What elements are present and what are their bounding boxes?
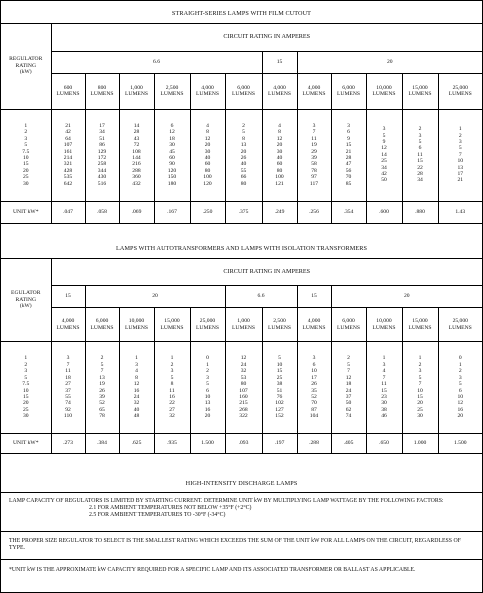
unit-kw-value: .650 — [366, 434, 402, 454]
lamp-capacity-text: LAMP CAPACITY OF REGULATORS IS LIMITED BY STARTING CURRENT. DETERMINE UNIT kW BY MULTIPLYING LAMP WATTAGE BY THE FOLLOWING FACTORS: — [9, 498, 444, 504]
data-column: 1 2 3 5 7 10 13 17 21 — [438, 109, 482, 201]
lumens-header: 4,000 LUMENS — [51, 308, 85, 342]
amp-group-20: 20 — [331, 286, 482, 308]
lumens-header: 1,000 LUMENS — [225, 308, 262, 342]
unit-kw-value: .375 — [225, 201, 262, 223]
data-column: 1 3 4 7 11 15 23 30 38 46 — [366, 342, 402, 434]
section3-title: HIGH-INTENSITY DISCHARGE LAMPS — [185, 480, 298, 487]
section2-table — [1, 258, 482, 454]
lumens-header: 15,000 LUMENS — [402, 73, 438, 109]
divider — [1, 559, 482, 560]
unit-kw-value: .273 — [51, 434, 85, 454]
lumens-header: 25,000 LUMENS — [438, 73, 482, 109]
unit-kw-value: .384 — [85, 434, 119, 454]
regulator-rating-header: EGULATOR RATING (kW) — [1, 259, 51, 342]
lumens-row — [1, 308, 482, 342]
amp-group-20: 20 — [297, 51, 482, 73]
unit-kw-value: .880 — [402, 201, 438, 223]
data-row — [1, 109, 482, 201]
lumens-header: 800 LUMENS — [85, 73, 119, 109]
ratings-column: 1 2 3 5 7.5 10 15 20 25 30 — [1, 109, 51, 201]
lumens-header: 25,000 LUMENS — [438, 308, 482, 342]
ratings-column: 1 2 3 5 7.5 10 15 20 25 30 — [1, 342, 51, 434]
selection-paragraph: THE PROPER SIZE REGULATOR TO SELECT IS THE SMALLEST RATING WHICH EXCEEDS THE SUM OF THE UNIT kW FOR ALL LAMPS ON THE CIRCUIT, REGARDLESS OF TYPE. — [9, 538, 461, 552]
data-column: 3 6 9 15 21 28 47 56 70 85 — [331, 109, 366, 201]
unit-kw-value: .600 — [366, 201, 402, 223]
data-column: 0 1 2 3 5 6 10 12 16 20 — [438, 342, 482, 434]
unit-kw-value: 1.500 — [438, 434, 482, 454]
amp-group-15: 15 — [297, 286, 331, 308]
lumens-header: 600 LUMENS — [51, 73, 85, 109]
lumens-header: 6,000 LUMENS — [225, 73, 262, 109]
unit-kw-value: .288 — [297, 434, 331, 454]
data-column: 21 42 64 107 161 214 321 428 535 642 — [51, 109, 85, 201]
amp-group-15: 15 — [262, 51, 297, 73]
amp-group-6-6: 6.6 — [51, 51, 262, 73]
unit-kw-value: 1.500 — [190, 434, 225, 454]
lumens-header: 2,500 LUMENS — [262, 308, 297, 342]
unit-kw-value: .093 — [225, 434, 262, 454]
circuit-rating-header: CIRCUIT RATING IN AMPERES — [51, 23, 482, 51]
lumens-header: 15,000 LUMENS — [402, 308, 438, 342]
data-column: 2 5 7 12 18 24 37 50 62 74 — [331, 342, 366, 434]
data-column: 4 8 12 20 30 40 60 80 100 121 — [262, 109, 297, 201]
unit-kw-value: .935 — [154, 434, 190, 454]
data-column: 1 3 4 8 12 16 24 32 40 48 — [119, 342, 154, 434]
circuit-rating-header: CIRCUIT RATING IN AMPERES — [51, 259, 482, 286]
lumens-header: 4,000 LUMENS — [297, 308, 331, 342]
data-column: 3 7 11 19 29 39 58 78 97 117 — [297, 109, 331, 201]
unit-kw-value: .405 — [331, 434, 366, 454]
unit-kw-label: UNIT kW* — [1, 201, 51, 223]
lumens-header: 10,000 LUMENS — [366, 73, 402, 109]
unit-kw-value: .069 — [119, 201, 154, 223]
unit-kw-value: .167 — [154, 201, 190, 223]
data-column: 17 34 51 86 129 172 258 344 430 516 — [85, 109, 119, 201]
lumens-header: 6,000 LUMENS — [331, 73, 366, 109]
unit-kw-value: .625 — [119, 434, 154, 454]
factor-line: 2.5 FOR AMBIENT TEMPERATURES TO -30°F (-34°C) — [89, 512, 226, 519]
lumens-header: 10,000 LUMENS — [119, 308, 154, 342]
data-column: 3 5 9 12 14 25 34 42 50 — [366, 109, 402, 201]
lumens-header: 4,000 LUMENS — [262, 73, 297, 109]
unit-kw-value: .047 — [51, 201, 85, 223]
lumens-header: 4,000 LUMENS — [190, 73, 225, 109]
section2-title: LAMPS WITH AUTOTRANSFORMERS AND LAMPS WITH ISOLATION TRANSFORMERS — [116, 245, 367, 252]
unit-kw-value: .250 — [190, 201, 225, 223]
unit-kw-value: .197 — [262, 434, 297, 454]
lumens-header: 2,500 LUMENS — [154, 73, 190, 109]
data-column: 6 12 18 30 45 60 90 120 150 180 — [154, 109, 190, 201]
lumens-row — [1, 73, 482, 109]
lumens-header: 10,000 LUMENS — [366, 308, 402, 342]
footnote: *UNIT kW IS THE APPROXIMATE kW CAPACITY REQUIRED FOR A SPECIFIC LAMP AND ITS ASSOCIATED TRANSFORMER OR BALLAST AS APPLICABLE. — [9, 567, 416, 573]
data-column: 12 24 32 53 80 107 160 215 268 322 — [225, 342, 262, 434]
section1-table — [1, 23, 482, 224]
lumens-header: 15,000 LUMENS — [154, 308, 190, 342]
unit-kw-row — [1, 434, 482, 454]
data-column: 14 28 43 72 108 144 216 288 360 432 — [119, 109, 154, 201]
divider — [1, 531, 482, 532]
factors-paragraph — [9, 498, 474, 520]
unit-kw-label: UNIT kW* — [1, 434, 51, 454]
lumens-header: 6,000 LUMENS — [331, 308, 366, 342]
data-column: 0 1 2 3 5 6 10 13 16 20 — [190, 342, 225, 434]
data-row — [1, 342, 482, 434]
data-column: 1 2 3 5 7 10 15 20 25 30 — [402, 342, 438, 434]
unit-kw-value: .058 — [85, 201, 119, 223]
data-column: 4 8 12 20 30 40 60 80 100 120 — [190, 109, 225, 201]
unit-kw-row — [1, 201, 482, 223]
factor-line: 2.1 FOR AMBIENT TEMPERATURES NOT BELOW +35°F (+2°C) — [89, 505, 252, 512]
amp-group-15: 15 — [51, 286, 85, 308]
unit-kw-value: 1.43 — [438, 201, 482, 223]
lumens-header: 4,000 LUMENS — [297, 73, 331, 109]
unit-kw-value: 1.000 — [402, 434, 438, 454]
regulator-rating-header: REGULATOR RATING (kW) — [1, 23, 51, 109]
unit-kw-value: .354 — [331, 201, 366, 223]
lumens-header: 25,000 LUMENS — [190, 308, 225, 342]
unit-kw-value: .249 — [262, 201, 297, 223]
amp-group-6-6: 6.6 — [225, 286, 297, 308]
lumens-header: 1,000 LUMENS — [119, 73, 154, 109]
data-column: 3 7 11 18 27 37 55 74 92 110 — [51, 342, 85, 434]
section1-title: STRAIGHT-SERIES LAMPS WITH FILM CUTOUT — [171, 10, 312, 17]
data-column: 2 5 7 13 19 26 39 52 65 78 — [85, 342, 119, 434]
data-column: 3 6 10 17 26 35 52 70 87 104 — [297, 342, 331, 434]
data-column: 2 5 8 13 20 26 40 55 66 80 — [225, 109, 262, 201]
data-column: 5 10 15 25 38 51 76 102 127 152 — [262, 342, 297, 434]
data-column: 1 2 3 5 8 11 16 22 27 32 — [154, 342, 190, 434]
lumens-header: 6,000 LUMENS — [85, 308, 119, 342]
amp-group-20: 20 — [85, 286, 225, 308]
divider — [1, 492, 482, 493]
unit-kw-value: .256 — [297, 201, 331, 223]
data-column: 2 3 5 6 11 15 22 28 34 — [402, 109, 438, 201]
